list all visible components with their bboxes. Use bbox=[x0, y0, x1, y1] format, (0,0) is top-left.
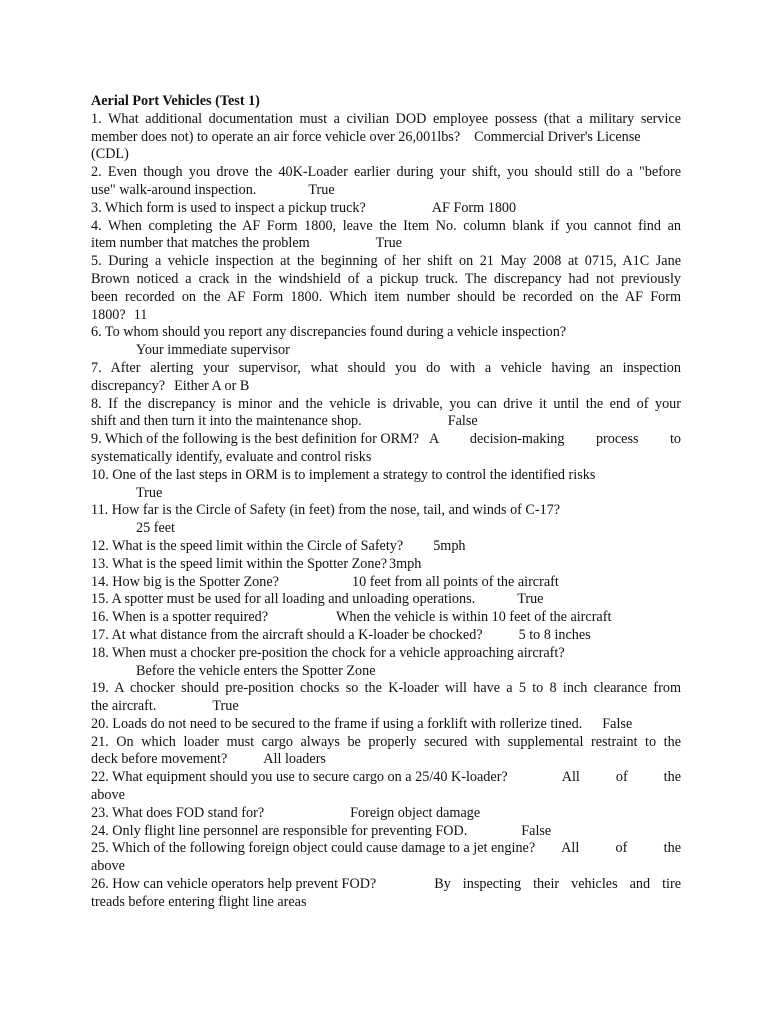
answer-9-cont: systematically identify, evaluate and control risks bbox=[91, 448, 372, 465]
answer-2: True bbox=[308, 181, 335, 198]
question-8: 8. If the discrepancy is minor and the vehicle is drivable, you can drive it until the end of your bbox=[91, 395, 681, 412]
question-15: 15. A spotter must be used for all loading and unloading operations. True bbox=[91, 591, 544, 608]
answer-22: All of the bbox=[561, 769, 681, 786]
question-20: 20. Loads do not need to be secured to the frame if using a forklift with rollerize tined. False bbox=[91, 715, 633, 732]
question-12: 12. What is the speed limit within the Circle of Safety? 5mph bbox=[91, 537, 466, 554]
answer-6: Your immediate supervisor bbox=[136, 342, 290, 359]
question-2: 2. Even though you drove the 40K-Loader earlier during your shift, you should still do a "before bbox=[91, 164, 681, 181]
question-1: 1. What additional documentation must a civilian DOD employee possess (that a military service bbox=[91, 110, 681, 127]
question-14: 14. How big is the Spotter Zone? 10 feet from all points of the aircraft bbox=[91, 573, 559, 590]
question-19: 19. A chocker should pre-position chocks so the K-loader will have a 5 to 8 inch clearance from bbox=[91, 680, 681, 697]
question-7: 7. After alerting your supervisor, what should you do with a vehicle having an inspection bbox=[91, 359, 681, 376]
answer-22-cont: above bbox=[91, 787, 125, 804]
question-5-cont: 1800? 11 bbox=[91, 306, 148, 323]
question-19-cont: the aircraft. True bbox=[91, 698, 239, 715]
document-page bbox=[91, 93, 681, 912]
question-22: 22. What equipment should you use to secure cargo on a 25/40 K-loader? All of the bbox=[91, 769, 681, 786]
question-5-cont: been recorded on the AF Form 1800. Which item number should be recorded on the AF Form bbox=[91, 288, 681, 305]
question-6: 6. To whom should you report any discrepancies found during a vehicle inspection? bbox=[91, 324, 567, 341]
answer-10: True bbox=[136, 484, 163, 501]
question-11: 11. How far is the Circle of Safety (in feet) from the nose, tail, and winds of C-17? bbox=[91, 502, 561, 519]
question-10: 10. One of the last steps in ORM is to implement a strategy to control the identified risks bbox=[91, 466, 596, 483]
document-title: Aerial Port Vehicles (Test 1) bbox=[91, 93, 260, 109]
question-26: 26. How can vehicle operators help prevent FOD? By inspecting their vehicles and tire bbox=[91, 876, 681, 893]
answer-3: AF Form 1800 bbox=[431, 199, 517, 216]
question-9: 9. Which of the following is the best definition for ORM? A decision-making process to bbox=[91, 431, 681, 448]
answer-17: 5 to 8 inches bbox=[518, 626, 591, 643]
answer-21: All loaders bbox=[263, 751, 326, 768]
answer-4: True bbox=[375, 235, 402, 252]
answer-13: 3mph bbox=[389, 555, 422, 572]
answer-8: False bbox=[447, 413, 478, 430]
question-4-cont: item number that matches the problem True bbox=[91, 235, 402, 252]
question-2-cont: use" walk-around inspection. True bbox=[91, 181, 335, 198]
question-23: 23. What does FOD stand for? Foreign object damage bbox=[91, 804, 481, 821]
answer-16: When the vehicle is within 10 feet of the aircraft bbox=[336, 609, 612, 626]
question-5: 5. During a vehicle inspection at the beginning of her shift on 21 May 2008 at 0715, A1C Jane bbox=[91, 253, 681, 270]
answer-26: By inspecting their vehicles and tire bbox=[434, 876, 681, 893]
answer-1-cont: (CDL) bbox=[91, 146, 129, 163]
question-25: 25. Which of the following foreign object could cause damage to a jet engine? All of the bbox=[91, 840, 681, 857]
question-3: 3. Which form is used to inspect a pickup truck? AF Form 1800 bbox=[91, 199, 517, 216]
answer-7: Either A or B bbox=[174, 377, 250, 394]
answer-9: A decision-making process to bbox=[428, 431, 681, 448]
answer-25-cont: above bbox=[91, 858, 125, 875]
answer-1: Commercial Driver's License bbox=[474, 128, 641, 145]
answer-5: 11 bbox=[133, 306, 148, 323]
answer-12: 5mph bbox=[433, 537, 466, 554]
answer-23: Foreign object damage bbox=[350, 804, 481, 821]
answer-19: True bbox=[212, 698, 239, 715]
answer-25: All of the bbox=[561, 840, 681, 857]
answer-11: 25 feet bbox=[136, 520, 175, 537]
question-4: 4. When completing the AF Form 1800, leave the Item No. column blank if you cannot find an bbox=[91, 217, 681, 234]
question-7-cont: discrepancy? Either A or B bbox=[91, 377, 250, 394]
answer-24: False bbox=[521, 822, 552, 839]
question-21: 21. On which loader must cargo always be properly secured with supplemental restraint to the bbox=[91, 733, 681, 750]
question-16: 16. When is a spotter required? When the vehicle is within 10 feet of the aircraft bbox=[91, 609, 612, 626]
question-17: 17. At what distance from the aircraft should a K-loader be chocked? 5 to 8 inches bbox=[91, 626, 591, 643]
question-18: 18. When must a chocker pre-position the chock for a vehicle approaching aircraft? bbox=[91, 644, 565, 661]
question-21-cont: deck before movement? All loaders bbox=[91, 751, 326, 768]
question-1-cont: member does not) to operate an air force vehicle over 26,001lbs? Commercial Driver's License bbox=[91, 128, 641, 145]
answer-14: 10 feet from all points of the aircraft bbox=[351, 573, 559, 590]
answer-26-cont: treads before entering flight line areas bbox=[91, 893, 307, 910]
question-8-cont: shift and then turn it into the maintenance shop. False bbox=[91, 413, 478, 430]
answer-20: False bbox=[602, 715, 633, 732]
answer-15: True bbox=[517, 591, 544, 608]
answer-18: Before the vehicle enters the Spotter Zone bbox=[136, 662, 376, 679]
question-24: 24. Only flight line personnel are responsible for preventing FOD. False bbox=[91, 822, 552, 839]
question-13: 13. What is the speed limit within the Spotter Zone? 3mph bbox=[91, 555, 422, 572]
question-5-cont: Brown noticed a crack in the windshield of a pickup truck. The discrepancy had not previously bbox=[91, 270, 681, 287]
